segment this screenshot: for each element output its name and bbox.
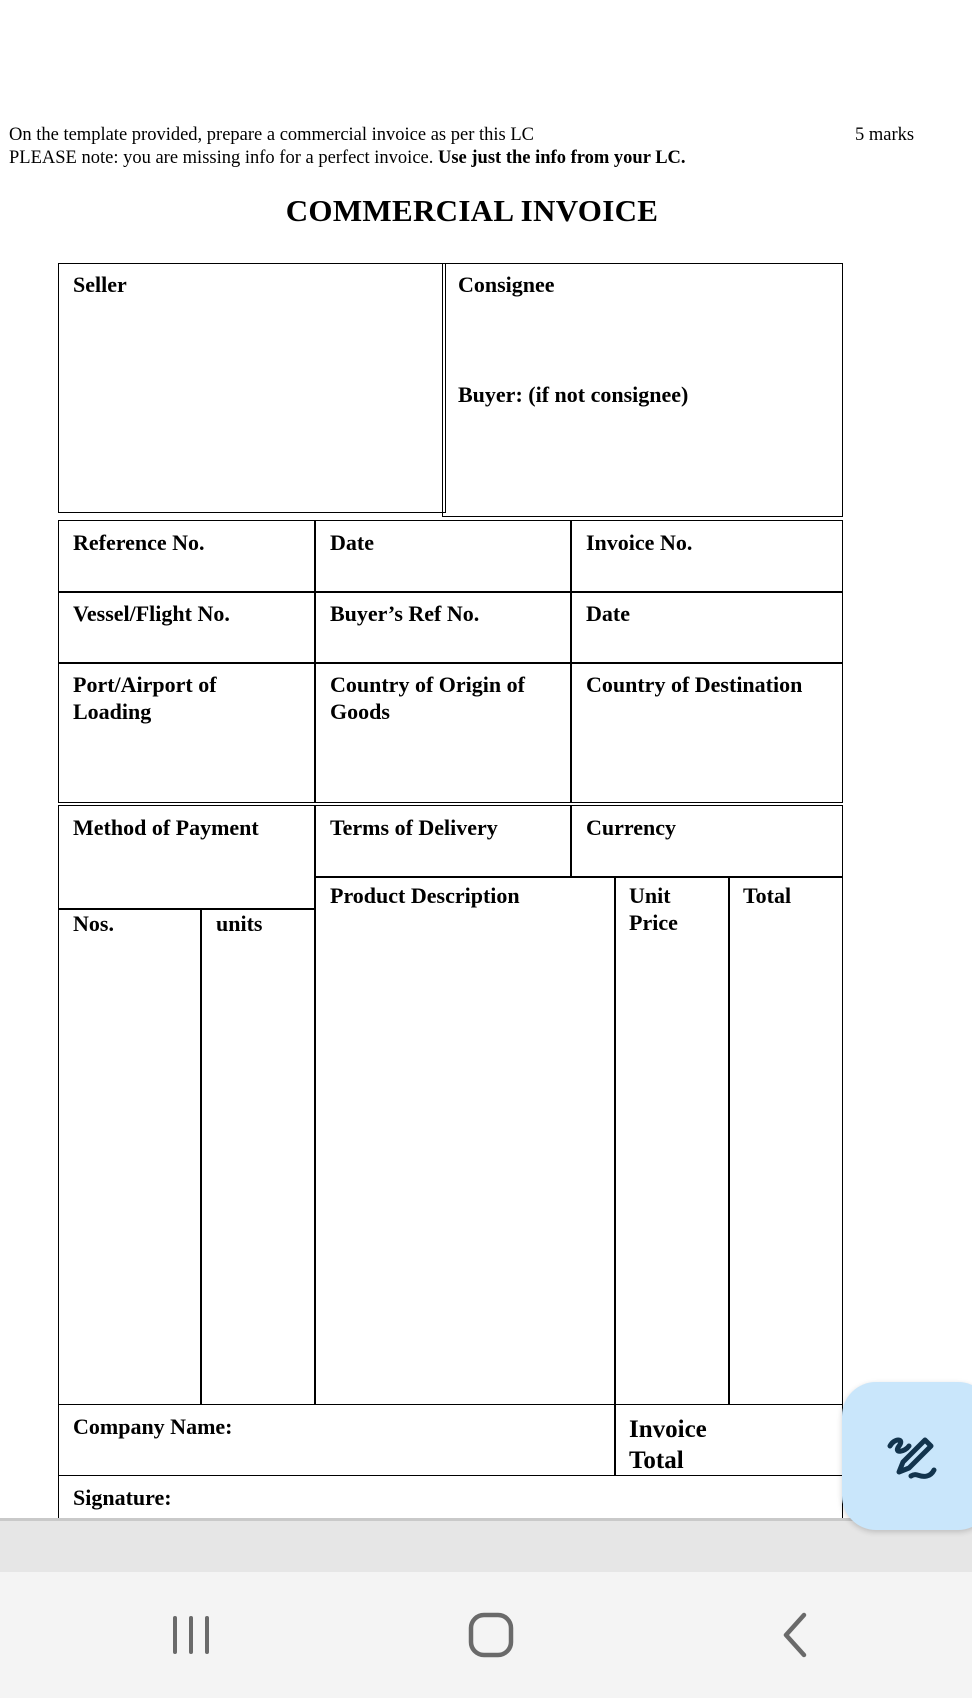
date-label: Date xyxy=(330,530,374,555)
edit-pencil-icon xyxy=(887,1432,937,1482)
row-divider xyxy=(314,876,843,878)
port-of-loading-label xyxy=(73,671,217,725)
country-of-origin-label xyxy=(330,671,525,725)
instruction-emphasis: Use just the info from your LC. xyxy=(438,148,686,168)
recent-apps-button[interactable] xyxy=(146,1605,236,1665)
origin-line-1: Country of Origin of xyxy=(330,672,525,697)
consignee-label: Consignee xyxy=(458,272,555,297)
viewer-background xyxy=(0,1521,972,1572)
column-divider xyxy=(570,805,572,876)
product-description-label: Product Description xyxy=(330,883,520,908)
seller-box[interactable] xyxy=(58,263,446,513)
invoice-title: COMMERCIAL INVOICE xyxy=(285,193,659,228)
marks-label: 5 marks xyxy=(855,125,915,145)
unit-price-line-2: Price xyxy=(629,910,678,935)
company-name-label: Company Name: xyxy=(73,1414,233,1439)
method-of-payment-label: Method of Payment xyxy=(73,815,259,840)
row-divider xyxy=(58,591,843,593)
origin-line-2: Goods xyxy=(330,699,390,724)
column-divider xyxy=(614,1404,616,1476)
back-icon xyxy=(780,1612,810,1658)
invoice-total-label xyxy=(629,1414,707,1476)
row-divider xyxy=(58,662,843,664)
buyer-label: Buyer: (if not consignee) xyxy=(458,382,689,407)
total-label: Total xyxy=(743,883,792,908)
currency-label: Currency xyxy=(586,815,677,840)
invoice-no-label: Invoice No. xyxy=(586,530,693,555)
home-button[interactable] xyxy=(446,1605,536,1665)
instruction-note: PLEASE note: you are missing info for a perfect invoice. xyxy=(9,148,438,168)
nos-label: Nos. xyxy=(73,911,114,936)
invoice-total-line-2: Total xyxy=(629,1447,684,1474)
column-divider xyxy=(728,876,730,1405)
instruction-line-1: On the template provided, prepare a commercial invoice as per this LC xyxy=(9,125,535,145)
column-divider xyxy=(614,876,616,1405)
units-label: units xyxy=(216,911,263,936)
terms-of-delivery-label: Terms of Delivery xyxy=(330,815,498,840)
instruction-line-2 xyxy=(9,147,686,170)
unit-price-line-1: Unit xyxy=(629,883,671,908)
unit-price-label xyxy=(629,882,678,936)
home-icon xyxy=(468,1612,514,1658)
back-button[interactable] xyxy=(750,1605,840,1665)
column-divider xyxy=(570,520,572,803)
signature-row xyxy=(58,1475,843,1520)
column-divider xyxy=(314,805,316,1405)
vessel-flight-no-label: Vessel/Flight No. xyxy=(73,601,230,626)
column-divider xyxy=(200,908,202,1405)
date-label-2: Date xyxy=(586,601,630,626)
port-line-1: Port/Airport of xyxy=(73,672,217,697)
country-of-destination-label: Country of Destination xyxy=(586,672,803,697)
recent-apps-icon xyxy=(169,1614,213,1656)
port-line-2: Loading xyxy=(73,699,152,724)
reference-no-label: Reference No. xyxy=(73,530,205,555)
buyers-ref-no-label: Buyer’s Ref No. xyxy=(330,601,480,626)
invoice-total-line-1: Invoice xyxy=(629,1416,707,1443)
column-divider xyxy=(314,520,316,803)
seller-label: Seller xyxy=(73,272,127,297)
instructions xyxy=(9,124,686,170)
signature-label: Signature: xyxy=(73,1485,172,1510)
edit-fab-button[interactable] xyxy=(842,1382,972,1530)
